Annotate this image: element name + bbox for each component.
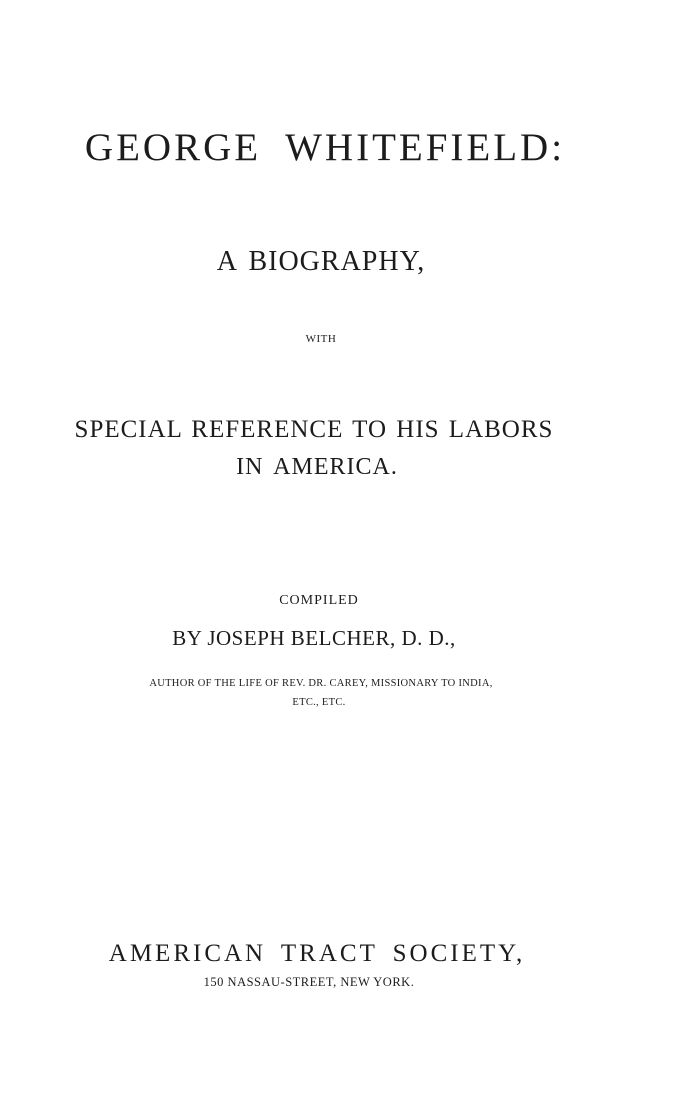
- author-credit-line-1: AUTHOR OF THE LIFE OF REV. DR. CAREY, MISSIONARY TO INDIA,: [149, 678, 493, 689]
- author-credit-line-2: ETC., ETC.: [292, 697, 346, 708]
- compiled-label: COMPILED: [279, 593, 359, 608]
- connector-text: WITH: [305, 333, 337, 345]
- special-reference-line-2: IN AMERICA.: [236, 454, 398, 480]
- book-title: GEORGE WHITEFIELD:: [84, 126, 566, 169]
- publisher-address: 150 NASSAU-STREET, NEW YORK.: [203, 975, 415, 989]
- author-name: BY JOSEPH BELCHER, D. D.,: [172, 626, 456, 650]
- special-reference-line-1: SPECIAL REFERENCE TO HIS LABORS: [74, 416, 554, 443]
- book-subtitle: A BIOGRAPHY,: [216, 246, 426, 277]
- publisher-name: AMERICAN TRACT SOCIETY,: [108, 940, 526, 967]
